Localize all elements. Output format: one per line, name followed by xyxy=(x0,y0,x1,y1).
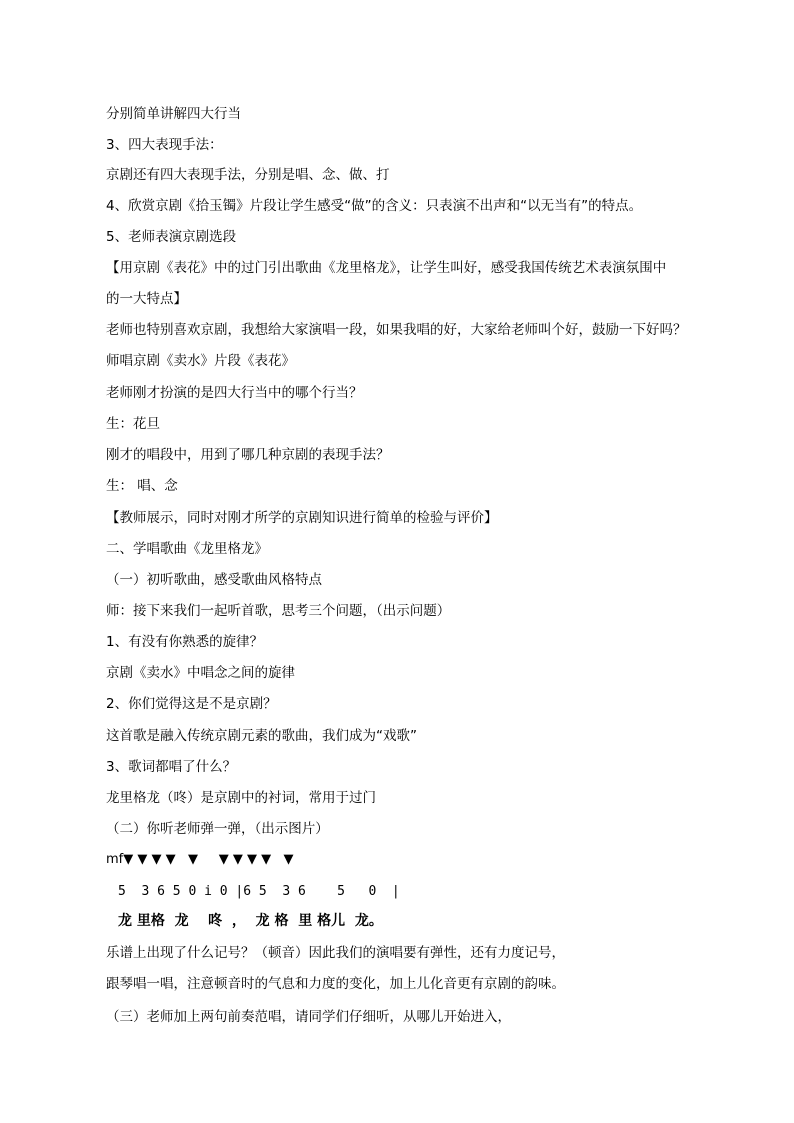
text-line: 的一大特点】 xyxy=(106,291,187,307)
staccato-marks-row xyxy=(106,851,293,869)
jianpu-score: 5 3 6 5 0 i 0 |6 5 3 6 5 0 | xyxy=(118,884,400,899)
text-line: 师：接下来我们一起听首歌，思考三个问题，（出示问题） xyxy=(106,603,451,619)
text-line: 京剧还有四大表现手法，分别是唱、念、做、打 xyxy=(106,167,390,183)
text-line: 老师刚才扮演的是四大行当中的哪个行当？ xyxy=(106,385,363,401)
text-line: 老师也特别喜欢京剧，我想给大家演唱一段，如果我唱的好，大家给老师叫个好，鼓励一下好吗？ xyxy=(106,322,687,338)
text-line: 龙里格龙（咚）是京剧中的衬词，常用于过门 xyxy=(106,790,376,806)
text-line: 【教师展示，同时对刚才所学的京剧知识进行简单的检验与评价】 xyxy=(106,510,498,526)
text-line: 5、老师表演京剧选段 xyxy=(106,229,237,245)
text-line: 二、学唱歌曲《龙里格龙》 xyxy=(106,541,268,557)
text-line: 京剧《卖水》中唱念之间的旋律 xyxy=(106,665,295,681)
text-line: 2、你们觉得这是不是京剧？ xyxy=(106,696,277,712)
text-line: （三）老师加上两句前奏范唱，请同学们仔细听，从哪儿开始进入， xyxy=(106,1009,511,1025)
text-line: 1、有没有你熟悉的旋律？ xyxy=(106,634,264,650)
text-line: 跟琴唱一唱，注意顿音时的气息和力度的变化，加上儿化音更有京剧的韵味。 xyxy=(106,976,565,992)
text-line: 4、欣赏京剧《拾玉镯》片段让学生感受“做”的含义：只表演不出声和“以无当有”的特点。 xyxy=(106,198,643,214)
text-line: 师唱京剧《卖水》片段《表花》 xyxy=(106,353,295,369)
text-line: 【用京剧《表花》中的过门引出歌曲《龙里格龙》，让学生叫好，感受我国传统艺术表演氛围中 xyxy=(106,260,667,276)
score-lyrics: 龙 里格 龙 咚 ， 龙 格 里 格儿 龙。 xyxy=(118,913,383,929)
staccato-marks: ▼ ▼ ▼ ▼ ▼ ▼ ▼ ▼ ▼ ▼ xyxy=(123,852,294,867)
text-line: 这首歌是融入传统京剧元素的歌曲，我们成为“戏歌” xyxy=(106,728,417,744)
text-line: 乐谱上出现了什么记号？（顿音）因此我们的演唱要有弹性，还有力度记号， xyxy=(106,945,565,961)
text-line: 3、歌词都唱了什么？ xyxy=(106,759,237,775)
text-line: 生： 唱、念 xyxy=(106,478,178,494)
dynamic-mark: mf xyxy=(106,852,124,867)
text-line: 刚才的唱段中，用到了哪几种京剧的表现手法？ xyxy=(106,447,390,463)
text-line: 3、四大表现手法： xyxy=(106,137,223,153)
text-line: 分别简单讲解四大行当 xyxy=(106,106,241,122)
text-line: 生：花旦 xyxy=(106,416,160,432)
text-line: （二）你听老师弹一弹，（出示图片） xyxy=(106,821,329,837)
text-line: （一）初听歌曲，感受歌曲风格特点 xyxy=(106,572,322,588)
